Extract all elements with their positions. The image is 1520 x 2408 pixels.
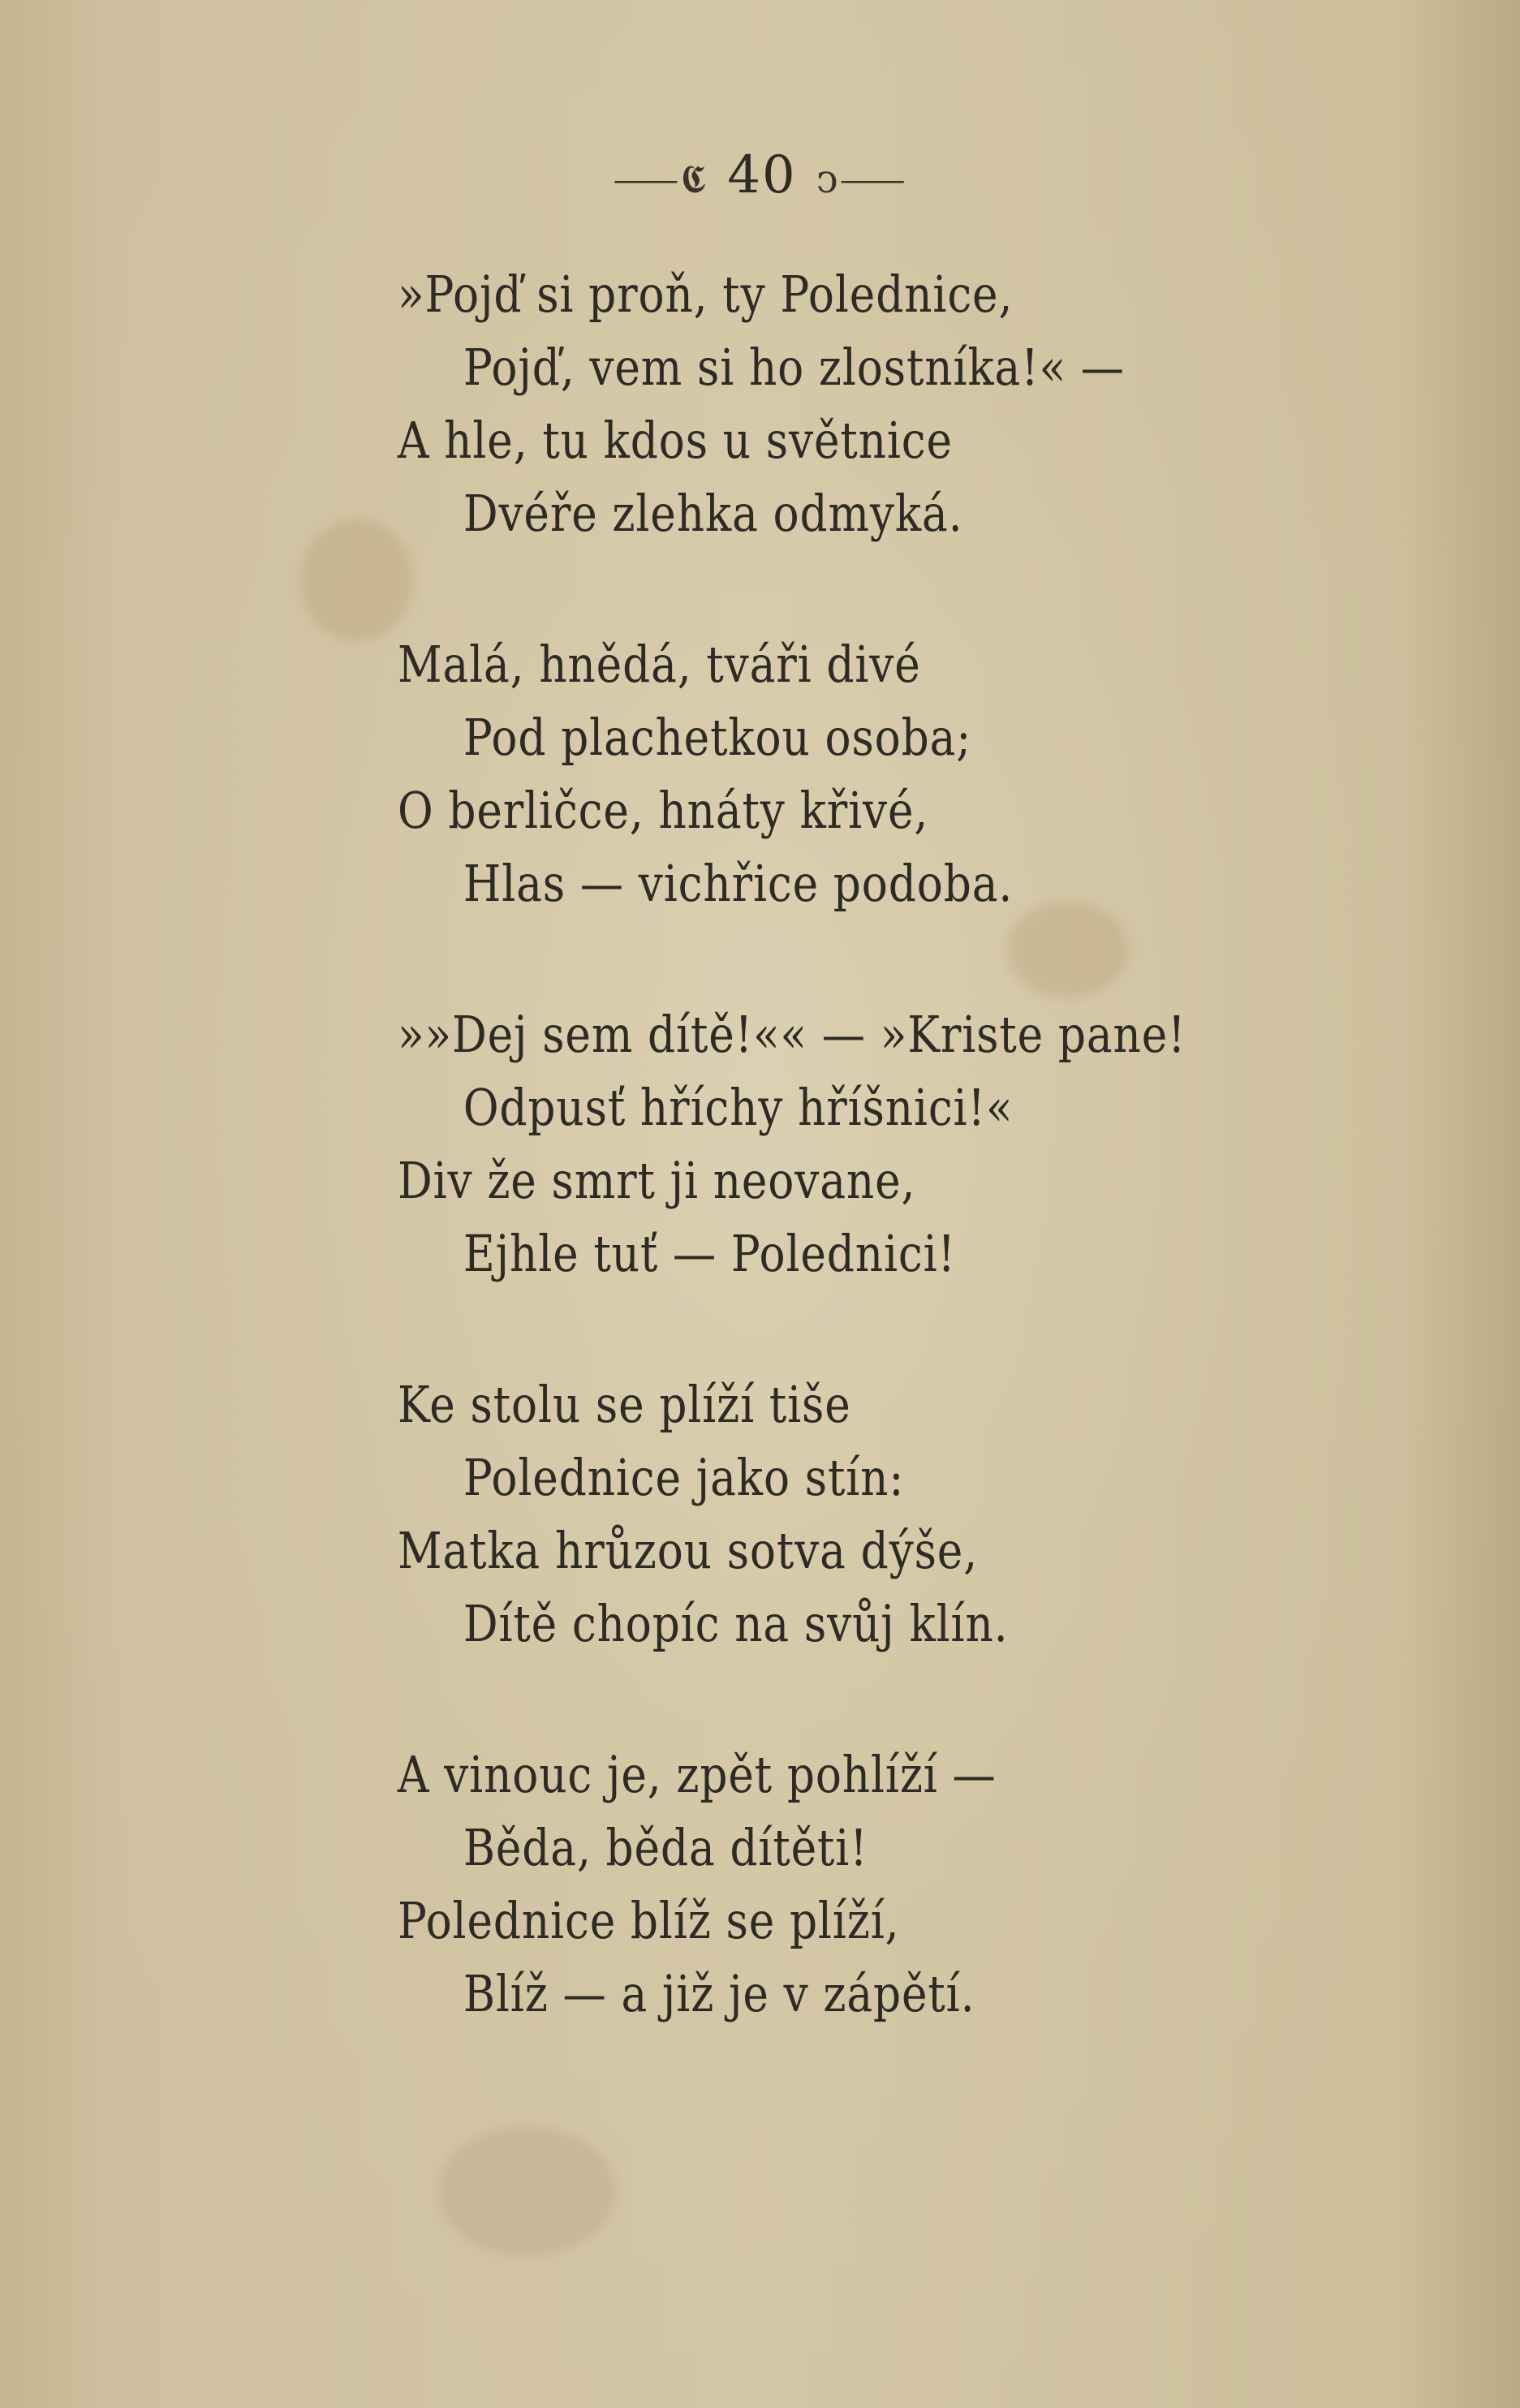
stanza <box>398 1368 1469 1661</box>
verse-line: Odpusť hříchy hříšnici!« <box>463 1078 1014 1137</box>
stanza <box>398 1738 1469 2031</box>
left-ornament-icon: ⸺𝕮 <box>613 156 708 202</box>
verse-line: O berličce, hnáty křivé, <box>398 781 929 840</box>
verse-line: Běda, běda dítěti! <box>463 1818 868 1877</box>
stanza <box>398 998 1469 1290</box>
verse-line: »Pojď si proň, ty Polednice, <box>398 265 1014 324</box>
page-number-header <box>0 143 1520 212</box>
verse-line: Pod plachetkou osoba; <box>463 708 972 767</box>
verse-line: Polednice blíž se plíží, <box>398 1891 900 1950</box>
verse-line: Dvéře zlehka odmyká. <box>463 484 963 543</box>
verse-line: Div že smrt ji neovane, <box>398 1151 916 1210</box>
verse-line: »»Dej sem dítě!«« — »Kriste pane! <box>398 1005 1186 1064</box>
stanza <box>398 628 1469 920</box>
paper-stain <box>438 2126 617 2256</box>
verse-line: Malá, hnědá, tváři divé <box>398 635 921 694</box>
verse-line: A hle, tu kdos u světnice <box>398 411 953 470</box>
verse-line: Ke stolu se plíží tiše <box>398 1375 851 1434</box>
verse-line: Polednice jako stín: <box>463 1448 905 1507</box>
verse-line: Matka hrůzou sotva dýše, <box>398 1521 979 1580</box>
paper-stain <box>300 519 414 641</box>
verse-line: Dítě chopíc na svůj klín. <box>463 1594 1009 1653</box>
stanza <box>398 258 1469 550</box>
right-ornament-icon: ↄ⸺ <box>816 156 907 202</box>
page-number: 40 <box>727 145 797 205</box>
verse-line: Ejhle tuť — Polednici! <box>463 1224 956 1283</box>
verse-line: Blíž — a již je v zápětí. <box>463 1964 975 2023</box>
verse-line: Hlas — vichřice podoba. <box>463 854 1014 913</box>
poem-text <box>398 258 1469 2109</box>
verse-line: Pojď, vem si ho zlostníka!« — <box>463 338 1125 397</box>
verse-line: A vinouc je, zpět pohlíží — <box>398 1745 997 1804</box>
